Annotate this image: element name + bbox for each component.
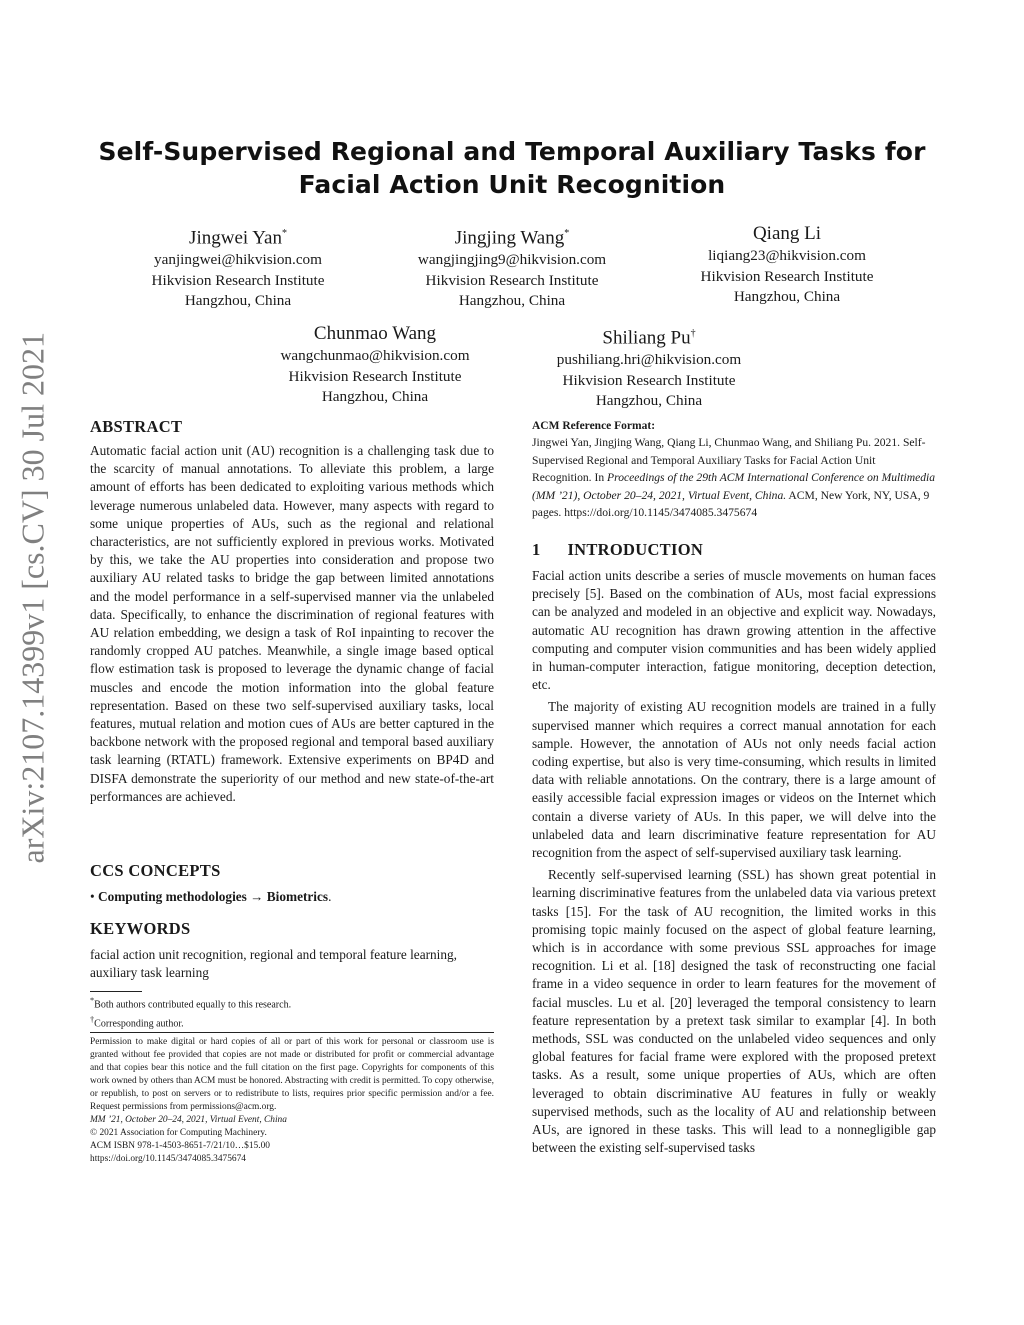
author-location: Hangzhou, China: [321, 388, 429, 405]
ccs-section: [90, 861, 494, 906]
permission-block: [90, 1036, 494, 1166]
abstract-heading: ABSTRACT: [90, 417, 183, 436]
author-affiliation: Hikvision Research Institute: [151, 271, 325, 289]
permission-text: Permission to make digital or hard copies of all or part of this work for personal or classroom use is granted without fee provided that copies are not made or distributed for profit or commercial advantage and that copies bear this notice and the full citation on the first page. Copyrights for components of this work owned by others than ACM must be honored. Abstracting with credit is permitted. To copy otherwise, or republish, to post on servers or to redistribute to lists, requires prior specific permission and/or a fee. Request permissions from permissions@acm.org.: [90, 1037, 494, 1112]
author-name: Qiang Li: [752, 223, 822, 244]
author-block-2: [372, 222, 652, 312]
author-mark: *: [281, 228, 287, 239]
ccs-concept: Computing methodologies → Biometrics: [97, 889, 329, 904]
ccs-heading: CCS CONCEPTS: [90, 861, 221, 880]
author-email[interactable]: liqiang23@hikvision.com: [708, 247, 866, 264]
author-email[interactable]: pushiliang.hri@hikvision.com: [556, 351, 742, 369]
section-title: INTRODUCTION: [567, 540, 704, 559]
author-block-5: [509, 322, 789, 412]
author-name: Chunmao Wang: [313, 323, 437, 344]
permission-copyright: © 2021 Association for Computing Machinery.: [90, 1128, 267, 1138]
author-email[interactable]: wangjingjing9@hikvision.com: [417, 251, 607, 269]
author-affiliation: Hikvision Research Institute: [700, 267, 874, 285]
keywords-section: [90, 919, 494, 982]
permission-doi[interactable]: https://doi.org/10.1145/3474085.3475674: [90, 1154, 246, 1164]
footnote-rule: [90, 991, 142, 992]
author-affiliation: Hikvision Research Institute: [562, 371, 736, 389]
keywords-heading: KEYWORDS: [90, 919, 191, 938]
footnote-equal: *Both authors contributed equally to this research.: [90, 996, 292, 1011]
intro-paragraph-1: Facial action units describe a series of muscle movements on human faces precisely [5]. Based on the combination of AUs, most facial expressions can be analyzed and modeled in an objective and explicit way. Nowadays, automatic AU recognition has drawn growing attention in the affective computing and computer vision communities and has been widely applied in human-computer interaction, fatigue monitoring, deception detection, etc.: [532, 568, 936, 693]
footnote-corresponding: †Corresponding author.: [90, 1015, 184, 1030]
title-line-2: Facial Action Unit Recognition: [298, 170, 726, 199]
permission-rule: [90, 1032, 494, 1033]
author-block-4: [235, 322, 515, 408]
author-location: Hangzhou, China: [595, 392, 703, 410]
title-line-1: Self-Supervised Regional and Temporal Auxiliary Tasks for: [98, 137, 926, 166]
author-block-1: [98, 222, 378, 312]
permission-isbn: ACM ISBN 978-1-4503-8651-7/21/10…$15.00: [90, 1141, 270, 1151]
footnote-equal-mark: *: [90, 996, 95, 1005]
author-affiliation: Hikvision Research Institute: [425, 271, 599, 289]
author-mark: *: [564, 228, 570, 239]
footnote-corresponding-mark: †: [90, 1015, 95, 1025]
paper-title: [0, 135, 1024, 201]
introduction-heading: [532, 540, 936, 560]
ccs-line: [90, 888, 494, 906]
author-name: Shiliang Pu: [602, 327, 691, 349]
permission-venue: MM ’21, October 20–24, 2021, Virtual Event, China: [90, 1115, 287, 1125]
author-location: Hangzhou, China: [733, 288, 841, 305]
footnotes: [90, 993, 494, 1032]
acm-reference-proceedings: Proceedings of the 29th ACM International Conference on Multimedia (MM ’21), October 20–24, 2021, Virtual Event, China.: [532, 471, 936, 502]
author-location: Hangzhou, China: [184, 292, 292, 310]
intro-paragraph-2: The majority of existing AU recognition models are trained in a fully supervised manner which requires a correct manual annotation for each sample. However, the annotation of AUs not only needs facial action coding expertise, but also is very time-consuming, which results in limited data with reliable annotations. On the contrary, there is a large amount of easily accessible facial expression images or videos on the Internet which contain a diverse variety of AUs. In this paper, we will delve into the unlabeled data and learn discriminative feature representation for AU recognition from the aspect of self-supervised auxiliary task learning.: [532, 699, 936, 861]
ccs-bullet: •: [90, 889, 95, 904]
author-email[interactable]: wangchunmao@hikvision.com: [280, 347, 470, 364]
section-number: 1: [532, 540, 541, 559]
author-mark: †: [690, 328, 696, 339]
author-email[interactable]: yanjingwei@hikvision.com: [154, 251, 322, 269]
author-block-3: [647, 222, 927, 308]
keywords-text: facial action unit recognition, regional and temporal feature learning, auxiliary task learning: [90, 947, 457, 981]
abstract-text: Automatic facial action unit (AU) recognition is a challenging task due to the scarcity of manual annotations. To alleviate this problem, a large amount of efforts has been dedicated to exploiting various methods which leverage numerous unlabeled data. However, many aspects with regard to some unique properties of AUs, such as the regional and relational characteristics, are not sufficiently explored in previous works. Motivated by this, we take the AU properties into consideration and propose two auxiliary AU related tasks to bridge the gap between limited annotations and the model performance in a self-supervised manner via the unlabeled data. Specifically, to enhance the discrimination of regional features with AU relation embedding, we design a task of RoI inpainting to recover the randomly cropped AU patches. Meanwhile, a single image based optical flow estimation task is proposed to leverage the dynamic change of facial muscles and encode the motion information into the global feature representation. Based on these two self-supervised auxiliary tasks, local features, mutual relation and motion cues of AUs are better captured in the backbone network with the proposed regional and temporal based auxiliary task learning (RTATL) framework. Extensive experiments on BP4D and DISFA demonstrate the superiority of our method and new state-of-the-art performances are achieved.: [90, 443, 494, 804]
abstract-section: [90, 417, 494, 806]
acm-reference: [532, 420, 936, 522]
acm-reference-text: Jingwei Yan, Jingjing Wang, Qiang Li, Chunmao Wang, and Shiliang Pu. 2021. Self-Supervised Regional and Temporal Auxiliary Tasks for Facial Action Unit Recognition. In Proceedings of the 29th ACM International Conference on Multimedia (MM ’21), October 20–24, 2021, Virtual Event, China. ACM, New York, NY, USA, 9 pages. https://doi.org/10.1145/3474085.3475674: [532, 436, 936, 519]
author-location: Hangzhou, China: [458, 292, 566, 310]
author-name: Jingwei Yan: [189, 227, 282, 249]
author-name: Jingjing Wang: [454, 227, 565, 249]
intro-paragraph-3: Recently self-supervised learning (SSL) has shown great potential in learning discriminative features from the unlabeled data via various pretext tasks [15]. For the task of AU recognition, the limited works in this promising topic mainly focused on the aspect of global feature learning, which is in accordance with some previous SSL approaches for image recognition. Li et al. [18] designed the task of reconstructing one facial frame in a video sequence in order to learn features for the movement of facial muscles. Lu et al. [20] leveraged the temporal consistency to learn feature representation by a pretext task similar to examplar [4]. In both methods, SSL was conducted on the unlabeled video sequences and only global features for facial frame were explored with the proposed pretext tasks. As a result, some unique properties of AUs, which are often leveraged to obtain discriminative AU features in fully or weakly supervised methods, such as the locality of AU and relationship between AUs, are ignored in these tasks. This will lead to a nonnegligible gap between the existing self-supervised tasks: [532, 867, 936, 1156]
acm-reference-heading: ACM Reference Format:: [532, 420, 656, 432]
arxiv-stamp: arXiv:2107.14399v1 [cs.CV] 30 Jul 2021: [14, 331, 51, 864]
author-affiliation: Hikvision Research Institute: [288, 367, 462, 385]
introduction-section: [532, 540, 936, 1158]
ccs-period: .: [328, 889, 332, 904]
